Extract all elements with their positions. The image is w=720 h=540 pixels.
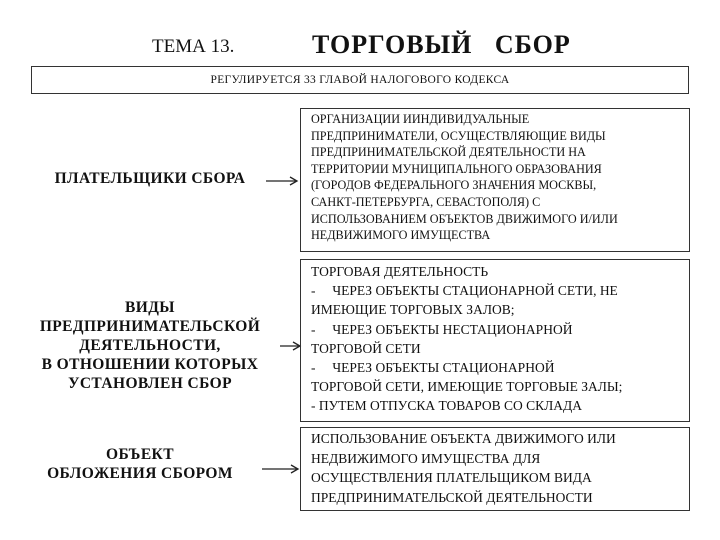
activity-line: - ЧЕРЕЗ ОБЪЕКТЫ НЕСТАЦИОНАРНОЙ: [311, 321, 573, 337]
activity-line: - ЧЕРЕЗ ОБЪЕКТЫ СТАЦИОНАРНОЙ СЕТИ, НЕ: [311, 283, 618, 299]
arrow-right-icon: [266, 174, 300, 188]
regulation-box: [31, 66, 689, 94]
taxation-object-line: ПРЕДПРИНИМАТЕЛЬСКОЙ ДЕЯТЕЛЬНОСТИ: [311, 489, 593, 505]
activity-line: ИМЕЮЩИЕ ТОРГОВЫХ ЗАЛОВ;: [311, 302, 515, 318]
taxation-object-line: ИСПОЛЬЗОВАНИЕ ОБЪЕКТА ДВИЖИМОГО ИЛИ: [311, 431, 616, 446]
arrow-right-icon: [280, 339, 302, 353]
activity-line: - ПУТЕМ ОТПУСКА ТОВАРОВ СО СКЛАДА: [311, 398, 583, 414]
activity-types-label-line: В ОТНОШЕНИИ КОТОРЫХ: [41, 356, 259, 373]
activity-line: ТОРГОВАЯ ДЕЯТЕЛЬНОСТЬ: [311, 264, 489, 279]
activity-line: - ЧЕРЕЗ ОБЪЕКТЫ СТАЦИОНАРНОЙ: [311, 360, 555, 376]
activity-types-box: [300, 259, 690, 422]
arrow-right-icon: [262, 462, 300, 476]
payers-line: ПРЕДПРИНИМАТЕЛИ, ОСУЩЕСТВЛЯЮЩИЕ ВИДЫ: [311, 128, 606, 143]
activity-types-label-line: ВИДЫ: [125, 299, 175, 316]
payers-line: ПРЕДПРИНИМАТЕЛЬСКОЙ ДЕЯТЕЛЬНОСТИ НА: [311, 145, 586, 160]
payers-line: ОРГАНИЗАЦИИ ИИНДИВИДУАЛЬНЫЕ: [311, 112, 530, 126]
activity-line: ТОРГОВОЙ СЕТИ, ИМЕЮЩИЕ ТОРГОВЫЕ ЗАЛЫ;: [311, 379, 623, 395]
payers-line: (ГОРОДОВ ФЕДЕРАЛЬНОГО ЗНАЧЕНИЯ МОСКВЫ,: [311, 178, 597, 193]
activity-types-label-line: ПРЕДПРИНИМАТЕЛЬСКОЙ: [39, 318, 261, 335]
activity-types-label-line: ДЕЯТЕЛЬНОСТИ,: [79, 337, 221, 354]
taxation-object-label-line: ОБЪЕКТ: [106, 446, 174, 463]
payers-line: НЕДВИЖИМОГО ИМУЩЕСТВА: [311, 228, 491, 243]
activity-line: ТОРГОВОЙ СЕТИ: [311, 340, 421, 356]
taxation-object-line: НЕДВИЖИМОГО ИМУЩЕСТВА ДЛЯ: [311, 450, 541, 466]
payers-line: ТЕРРИТОРИИ МУНИЦИПАЛЬНОГО ОБРАЗОВАНИЯ: [311, 161, 602, 176]
regulation-text: РЕГУЛИРУЕТСЯ 33 ГЛАВОЙ НАЛОГОВОГО КОДЕКСА: [210, 74, 510, 86]
activity-types-label-line: УСТАНОВЛЕН СБОР: [68, 375, 232, 392]
taxation-object-line: ОСУЩЕСТВЛЕНИЯ ПЛАТЕЛЬЩИКОМ ВИДА: [311, 470, 592, 486]
taxation-object-label: [20, 445, 260, 483]
payers-label: [30, 169, 270, 188]
activity-types-label: [20, 298, 280, 393]
topic-number: ТЕМА 13.: [152, 36, 235, 57]
page-title: ТОРГОВЫЙ СБОР: [312, 30, 571, 59]
payers-line: ИСПОЛЬЗОВАНИЕМ ОБЪЕКТОВ ДВИЖИМОГО И/ИЛИ: [311, 211, 618, 226]
payers-line: САНКТ-ПЕТЕРБУРГА, СЕВАСТОПОЛЯ) С: [311, 194, 541, 209]
taxation-object-label-line: ОБЛОЖЕНИЯ СБОРОМ: [47, 465, 233, 482]
payers-box: [300, 108, 690, 252]
payers-label-line: ПЛАТЕЛЬЩИКИ СБОРА: [54, 170, 246, 187]
taxation-object-box: [300, 427, 690, 511]
